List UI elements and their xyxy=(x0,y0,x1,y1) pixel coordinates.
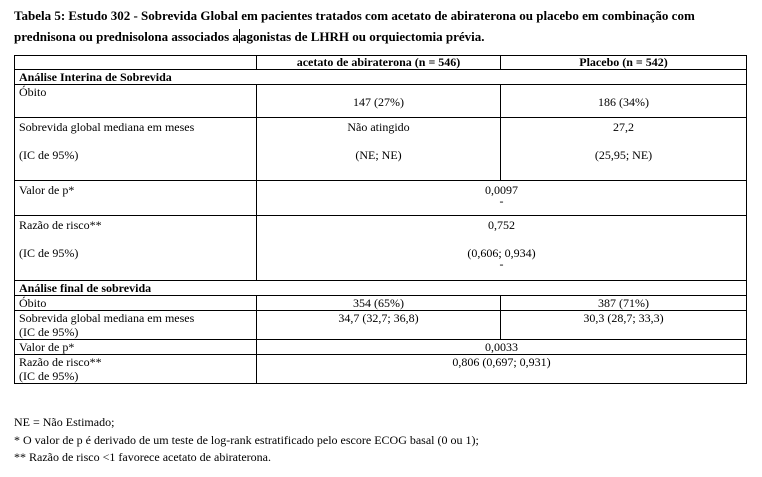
table-row xyxy=(15,85,747,118)
survival-table xyxy=(14,55,747,384)
footnote-hazard-ratio: ** Razão de risco <1 favorece acetato de abiraterona. xyxy=(14,450,271,464)
header-placebo: Placebo (n = 542) xyxy=(501,56,747,70)
p-value-cell: 0,0033 xyxy=(257,340,747,355)
row-label xyxy=(15,118,257,181)
row-label xyxy=(15,216,257,281)
table-row xyxy=(15,181,747,216)
table-row xyxy=(15,296,747,311)
header-row xyxy=(15,56,747,70)
section-final-title: Análise final de sobrevida xyxy=(15,281,747,296)
row-label: Óbito xyxy=(15,296,257,311)
cell-placebo xyxy=(501,118,747,181)
row-label: Valor de p* xyxy=(15,340,257,355)
footnote-ne: NE = Não Estimado; xyxy=(14,415,115,429)
cell-placebo: 30,3 (28,7; 33,3) xyxy=(501,311,747,340)
hr-ci-value: (0,606; 0,934) xyxy=(467,246,536,260)
hr-ci-label: (IC de 95%) xyxy=(19,246,79,260)
hr-label: Razão de risco** xyxy=(19,355,102,369)
median-pla: 27,2 xyxy=(613,120,634,134)
cell-abiraterona: 34,7 (32,7; 36,8) xyxy=(257,311,501,340)
cell-abiraterona: 354 (65%) xyxy=(257,296,501,311)
ci-pla: (25,95; NE) xyxy=(594,148,653,162)
median-abi: Não atingido xyxy=(347,120,410,134)
ci-label: (IC de 95%) xyxy=(19,369,79,383)
median-label: Sobrevida global mediana em meses xyxy=(19,120,195,134)
caption-line-1: Tabela 5: Estudo 302 - Sobrevida Global em pacientes tratados com acetato de abiraterona ou placebo em combinação com xyxy=(14,8,695,23)
hr-label: Razão de risco** xyxy=(19,218,102,232)
cell-placebo: 186 (34%) xyxy=(501,85,747,118)
cell-abiraterona xyxy=(257,118,501,181)
hr-value-cell: 0,806 (0,697; 0,931) xyxy=(257,355,747,384)
caption-line-2a: prednisona ou prednisolona associados a xyxy=(14,29,239,44)
section-interim-title: Análise Interina de Sobrevida xyxy=(15,70,747,85)
section-final xyxy=(15,281,747,296)
row-label xyxy=(15,311,257,340)
p-value: 0,0097 xyxy=(485,183,518,197)
ci-label: (IC de 95%) xyxy=(19,148,79,162)
cell-placebo: 387 (71%) xyxy=(501,296,747,311)
table-row xyxy=(15,340,747,355)
cell-abiraterona: 147 (27%) xyxy=(257,85,501,118)
ci-abi: (NE; NE) xyxy=(355,148,402,162)
table-row xyxy=(15,311,747,340)
p-value-cell xyxy=(257,181,747,216)
table-caption xyxy=(14,5,759,47)
p-value-dash: - xyxy=(499,194,504,208)
ci-label: (IC de 95%) xyxy=(19,325,79,339)
hr-value: 0,752 xyxy=(488,218,515,232)
row-label xyxy=(15,355,257,384)
table-row xyxy=(15,355,747,384)
caption-line-2 xyxy=(14,26,759,47)
table-row xyxy=(15,216,747,281)
footnotes xyxy=(14,414,479,467)
section-interim xyxy=(15,70,747,85)
footnote-p-value: * O valor de p é derivado de um teste de log-rank estratificado pelo escore ECOG basal (0 ou 1); xyxy=(14,432,479,447)
table-row xyxy=(15,118,747,181)
header-empty-cell xyxy=(15,56,257,70)
caption-line-2b: agonistas de LHRH ou orquiectomia prévia. xyxy=(239,29,485,44)
row-label: Óbito xyxy=(15,85,257,118)
header-abiraterona: acetato de abiraterona (n = 546) xyxy=(257,56,501,70)
median-label: Sobrevida global mediana em meses xyxy=(19,311,195,325)
hr-value-cell xyxy=(257,216,747,281)
hr-dash: - xyxy=(499,257,504,271)
row-label: Valor de p* xyxy=(15,181,257,216)
